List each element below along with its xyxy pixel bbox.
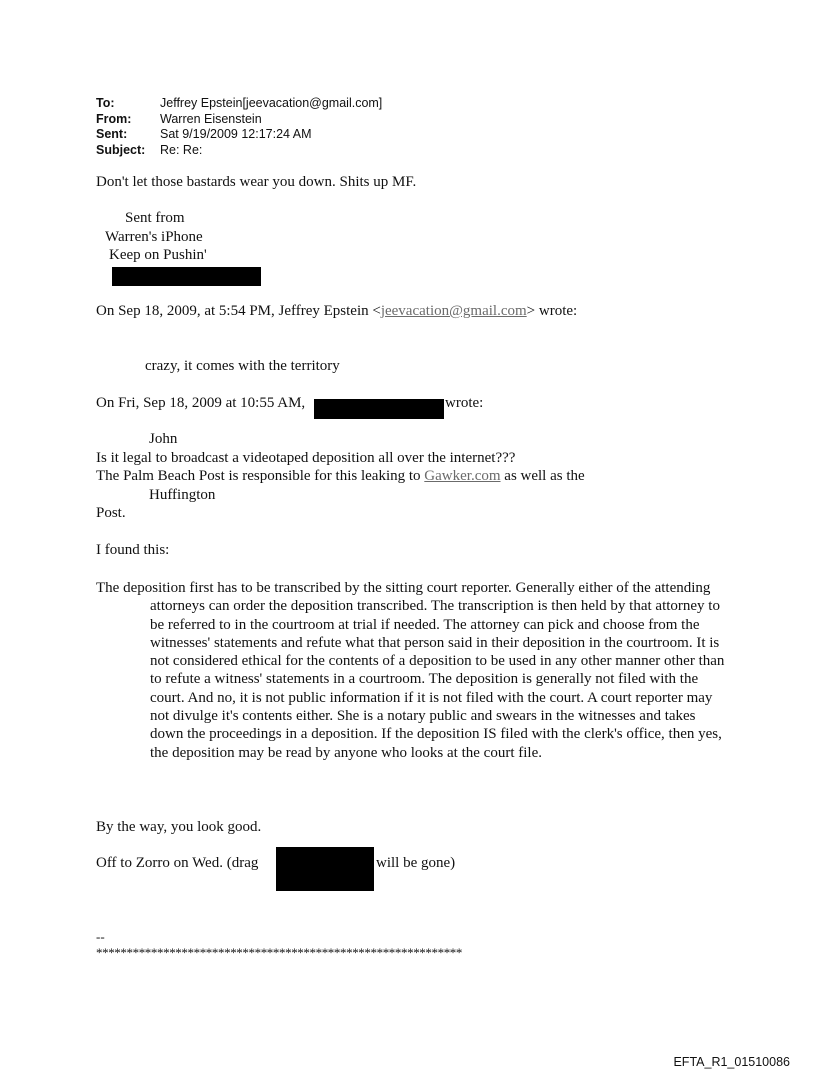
reply-text: crazy, it comes with the territory	[145, 358, 340, 374]
signature-line-2: Warren's iPhone	[105, 229, 203, 245]
gawker-link[interactable]: Gawker.com	[424, 468, 501, 484]
signature-line-1: Sent from	[125, 210, 185, 226]
subject-label: Subject:	[96, 142, 146, 157]
asterisk-divider: ************************************************************	[96, 945, 463, 960]
email-header	[96, 96, 382, 158]
to-row	[96, 96, 382, 112]
subject-value: Re: Re:	[160, 142, 203, 157]
quote-header-2-prefix: On Fri, Sep 18, 2009 at 10:55 AM,	[96, 395, 306, 411]
redaction-box	[112, 267, 261, 286]
quote-header-1-suffix: > wrote:	[526, 303, 578, 319]
to-value: Jeffrey Epstein[jeevacation@gmail.com]	[160, 96, 383, 110]
signature-dashes: --	[96, 929, 105, 944]
redaction-box	[276, 847, 374, 891]
from-row	[96, 112, 382, 128]
quote-header-2-suffix: wrote:	[445, 395, 484, 411]
greeting: John	[149, 431, 178, 447]
email-link[interactable]: jeevacation@gmail.com	[380, 303, 527, 319]
palm-beach-prefix: The Palm Beach Post is responsible for this leaking to	[96, 468, 425, 484]
quote-header-1-prefix: On Sep 18, 2009, at 5:54 PM, Jeffrey Epstein <	[96, 303, 381, 319]
message-line: Don't let those bastards wear you down. Shits up MF.	[96, 174, 417, 190]
from-label: From:	[96, 111, 132, 126]
document-id: EFTA_R1_01510086	[673, 1055, 790, 1069]
subject-row	[96, 143, 382, 159]
deposition-paragraph: The deposition first has to be transcribed by the sitting court reporter. Generally either of the attending attorneys can order the deposition transcribed. The transcription is then held by that attorney to be referred to in the courtroom at trial if needed. The attorney can pick and choose from the witnesses' statements and refute what that person said in their deposition in the courtroom. It is not considered ethical for the contents of a deposition to be used in any other manner other than to refute a witness' statements in a courtroom. The deposition is generally not filed with the court. And no, it is not public information if it is not filed with the court. A court reporter may not divulge it's contents either. She is a notary public and swears in the witnesses and takes down the proceedings in a deposition. If the deposition IS filed with the clerk's office, then yes, the deposition may be read by anyone who looks at the court file.	[96, 580, 725, 761]
post-line: Post.	[96, 505, 126, 521]
redaction-box	[314, 399, 444, 419]
sent-value: Sat 9/19/2009 12:17:24 AM	[160, 127, 312, 141]
compliment-line: By the way, you look good.	[96, 819, 262, 835]
sent-row	[96, 127, 382, 143]
sent-label: Sent:	[96, 127, 128, 141]
zorro-prefix: Off to Zorro on Wed. (drag	[96, 855, 259, 871]
quote-header-1	[96, 303, 577, 320]
huffington-line: Huffington	[149, 487, 216, 503]
from-value: Warren Eisenstein	[160, 111, 262, 126]
zorro-suffix: will be gone)	[376, 855, 456, 871]
question-line: Is it legal to broadcast a videotaped deposition all over the internet???	[96, 450, 516, 466]
to-label: To:	[96, 96, 115, 110]
signature-line-3: Keep on Pushin'	[109, 247, 207, 263]
palm-beach-line	[96, 468, 585, 485]
found-line: I found this:	[96, 542, 170, 558]
palm-beach-suffix: as well as the	[500, 468, 585, 484]
